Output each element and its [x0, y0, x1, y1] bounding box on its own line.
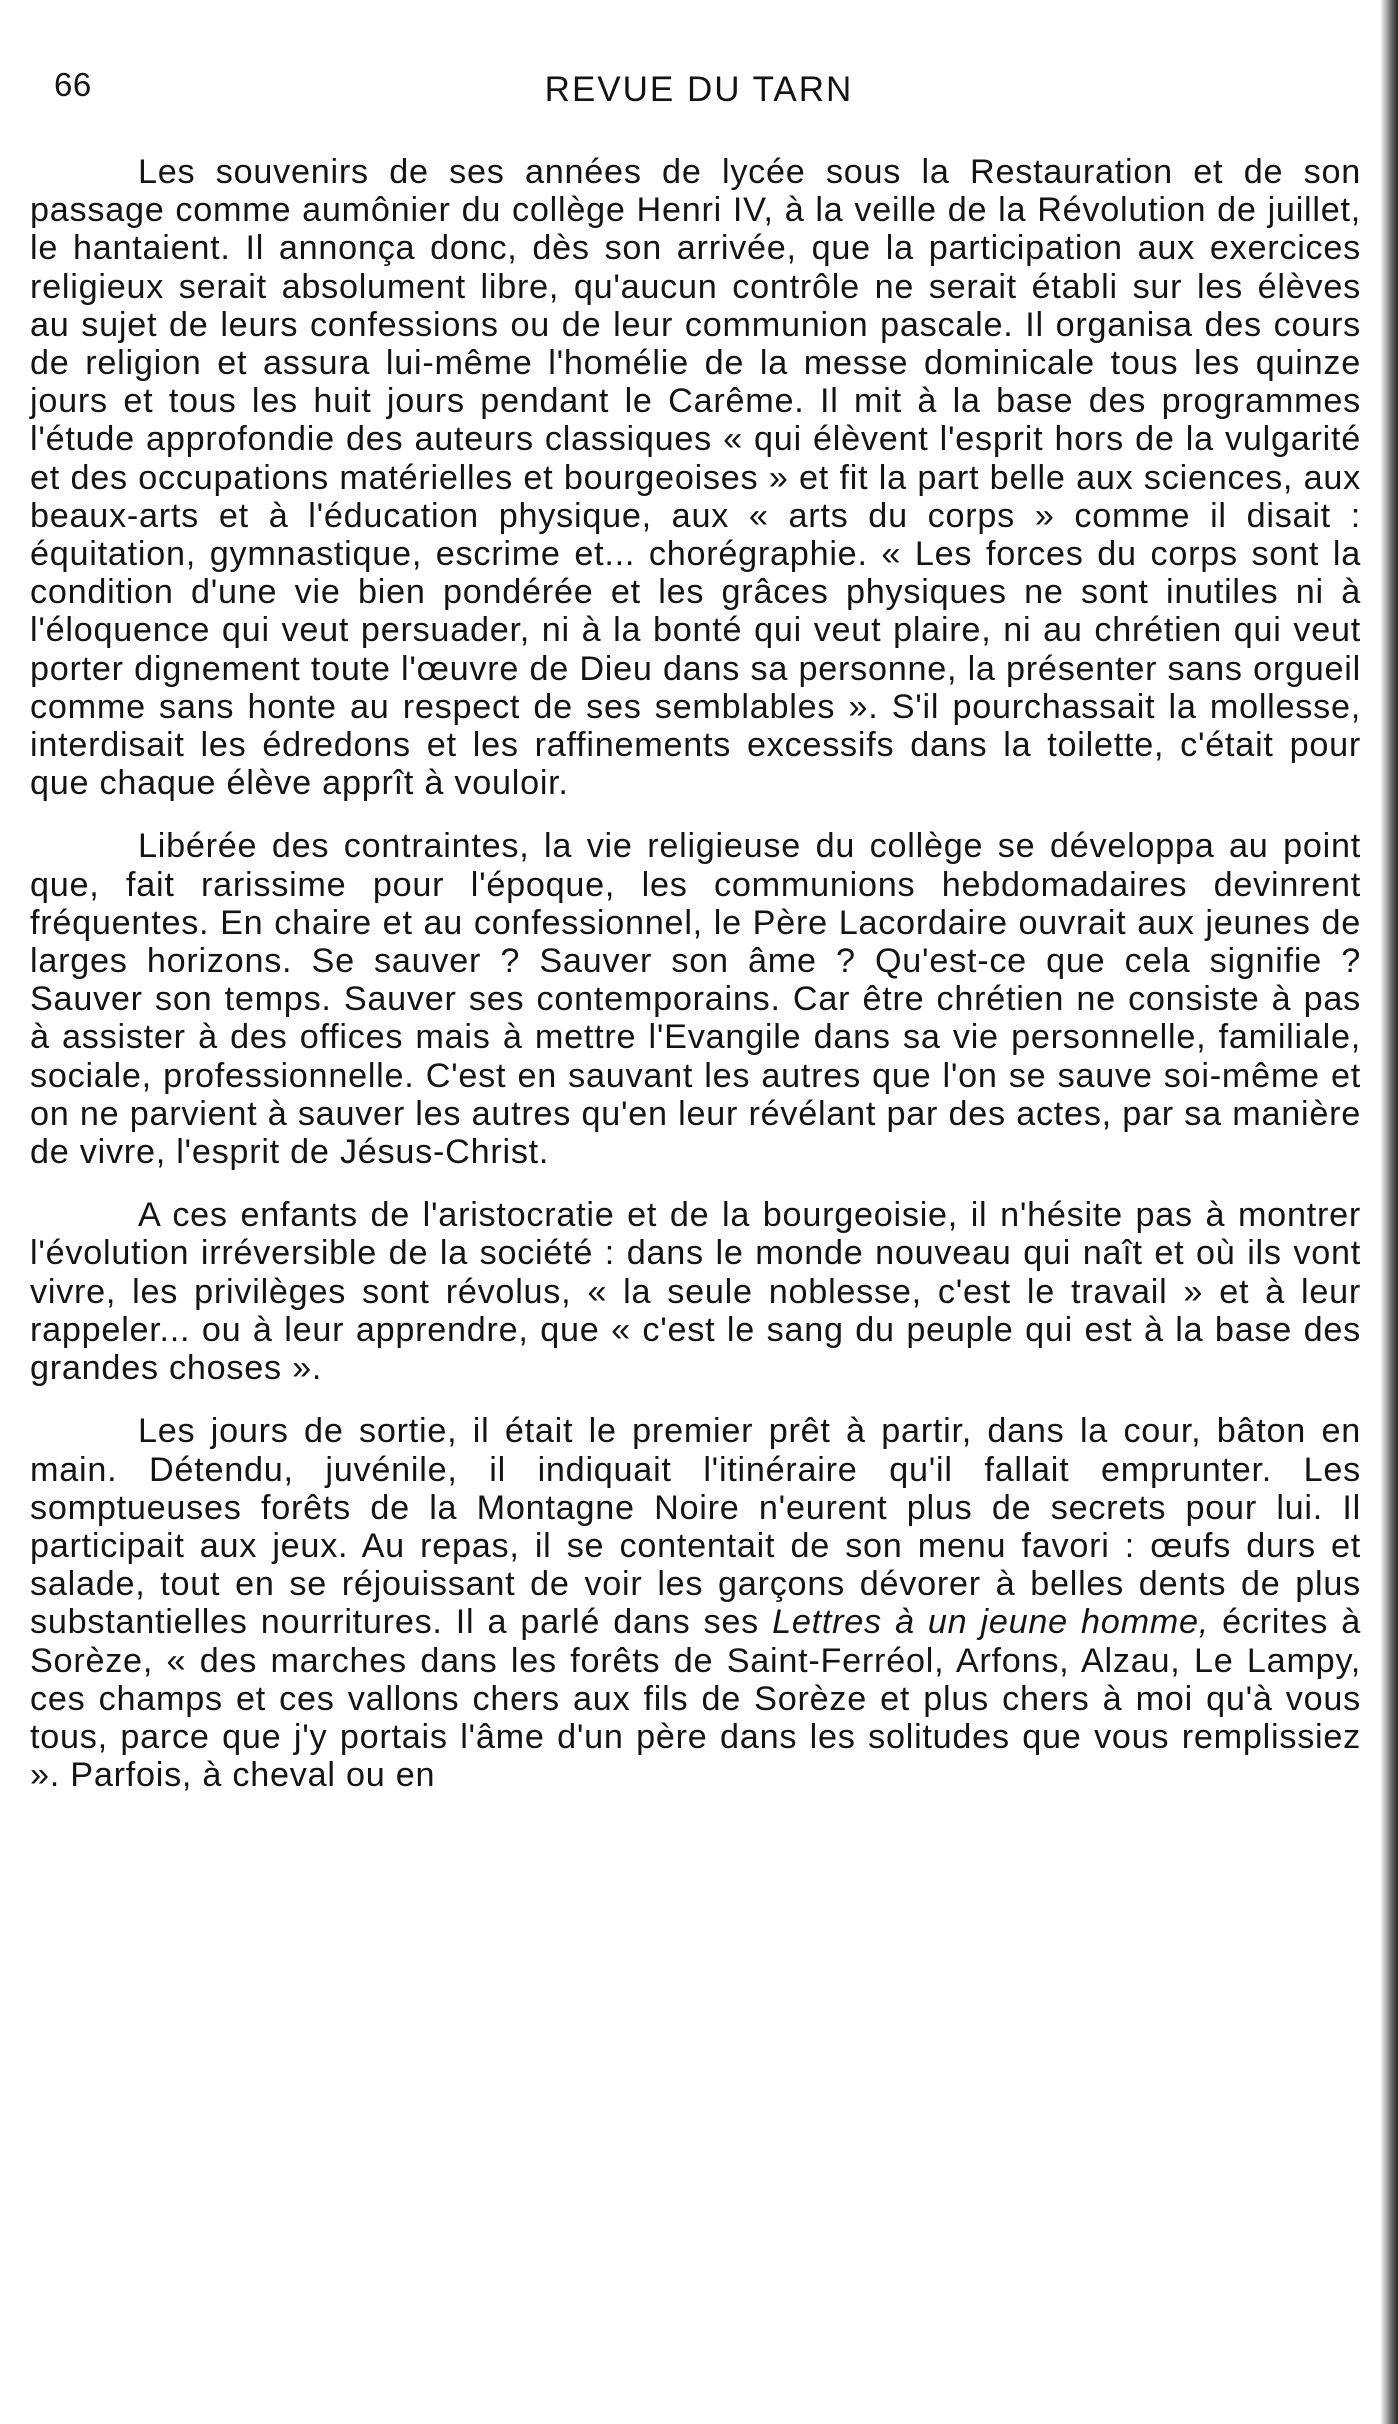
- paragraph-2-text: Libérée des contraintes, la vie religieuse du collège se développa au point que, fait rarissime pour l'époque, les communions hebdomadaires devinrent fréquentes. En chaire et au confessionnel, le Père Lacordaire ouvrait aux jeunes de larges horizons. Se sauver ? Sauver son âme ? Qu'est-ce que cela signifie ? Sauver son temps. Sauver ses contemporains. Car être chrétien ne consiste à pas à assister à des offices mais à mettre l'Evangile dans sa vie personnelle, familiale, sociale, professionnelle. C'est en sauvant les autres que l'on se sauve soi-même et on ne parvient à sauver les autres qu'en leur révélant par des actes, par sa manière de vivre, l'esprit de Jésus-Christ.: [30, 827, 1361, 1172]
- paragraph-3: [30, 1196, 1361, 1387]
- article-body: [30, 153, 1361, 1794]
- paragraph-3-text: A ces enfants de l'aristocratie et de la bourgeoisie, il n'hésite pas à montrer l'évolution irréversible de la société : dans le monde nouveau qui naît et où ils vont vivre, les privilèges sont révolus, « la seule noblesse, c'est le travail » et à leur rappeler... ou à leur apprendre, que « c'est le sang du peuple qui est à la base des grandes choses ».: [30, 1196, 1361, 1388]
- paragraph-4-text-end: écrites à Sorèze, « des marches dans les forêts de Saint-Ferréol, Arfons, Alzau, Le Lampy, ces champs et ces vallons chers aux fils de Sorèze et plus chers à moi qu'à vous tous, parce que j'y portais l'âme d'un père dans les solitudes que vous remplissiez ». Parfois, à cheval ou en: [30, 1603, 1361, 1795]
- page-number: 66: [54, 66, 92, 103]
- paragraph-1-text: Les souvenirs de ses années de lycée sous la Restauration et de son passage comme aumônier du collège Henri IV, à la veille de la Révolution de juillet, le hantaient. Il annonça donc, dès son arrivée, que la participation aux exercices religieux serait absolument libre, qu'aucun contrôle ne serait établi sur les élèves au sujet de leurs confessions ou de leur communion pascale. Il organisa des cours de religion et assura lui-même l'homélie de la messe dominicale tous les quinze jours et tous les huit jours pendant le Carême. Il mit à la base des programmes l'étude approfondie des auteurs classiques « qui élèvent l'esprit hors de la vulgarité et des occupations matérielles et bourgeoises » et fit la part belle aux sciences, aux beaux-arts et à l'éducation physique, aux « arts du corps » comme il disait : équitation, gymnastique, escrime et... chorégraphie. « Les forces du corps sont la condition d'une vie bien pondérée et les grâces physiques ne sont inutiles ni à l'éloquence qui veut persuader, ni à la bonté qui veut plaire, ni au chrétien qui veut porter dignement toute l'œuvre de Dieu dans sa personne, la présenter sans orgueil comme sans honte au respect de ses semblables ». S'il pourchassait la mollesse, interdisait les édredons et les raffinements excessifs dans la toilette, c'était pour que chaque élève apprît à vouloir.: [30, 153, 1361, 803]
- paragraph-4: [30, 1412, 1361, 1794]
- paragraph-1: [30, 153, 1361, 802]
- running-title: REVUE DU TARN: [544, 70, 854, 109]
- paragraph-2: [30, 827, 1361, 1171]
- paragraph-4-text: Les jours de sortie, il était le premier prêt à partir, dans la cour, bâton en main. Détendu, juvénile, il indiquait l'itinéraire qu'il fallait emprunter. Les somptueuses forêts de la Montagne Noire n'eurent plus de secrets pour lui. Il participait aux jeux. Au repas, il se contentait de son menu favori : œufs durs et salade, tout en se réjouissant de voir les garçons dévorer à belles dents de plus substantielles nourritures. Il a parlé dans ses: [30, 1412, 1361, 1642]
- scan-edge-shadow: [1380, 0, 1398, 2424]
- book-title-emphasis: Lettres à un jeune homme,: [772, 1603, 1210, 1642]
